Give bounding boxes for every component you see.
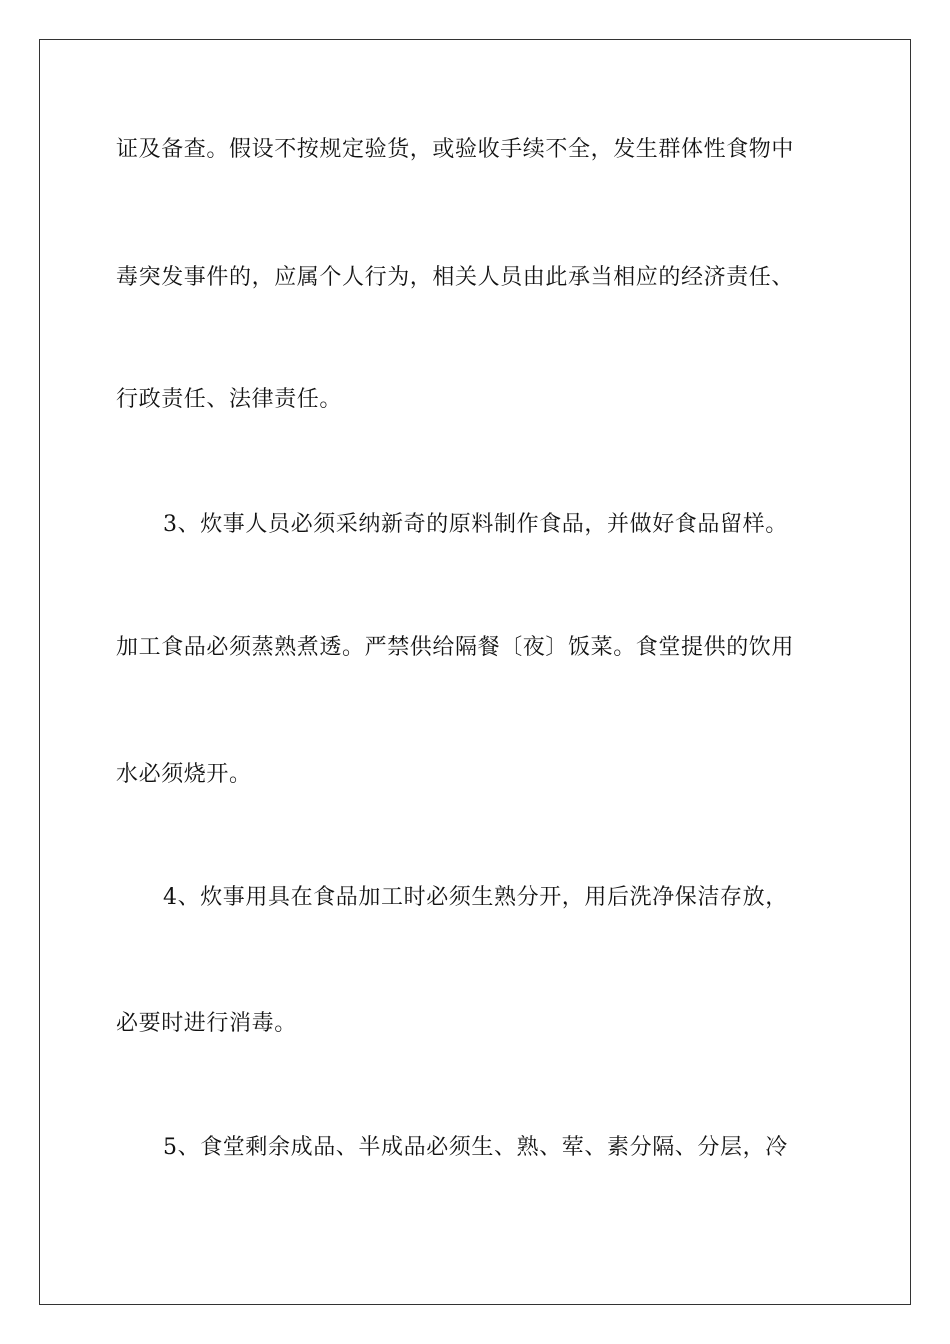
text-line-5: 加工食品必须蒸熟煮透。严禁供给隔餐〔夜〕饭菜。食堂提供的饮用: [116, 635, 795, 660]
text-line-1: 证及备查。假设不按规定验货，或验收手续不全，发生群体性食物中: [116, 137, 795, 162]
text-line-8: 必要时进行消毒。: [116, 1011, 297, 1036]
text-line-3: 行政责任、法律责任。: [116, 387, 343, 412]
page-frame: [39, 39, 911, 1305]
text-line-2: 毒突发事件的，应属个人行为，相关人员由此承当相应的经济责任、: [116, 265, 795, 290]
text-line-7: 4、炊事用具在食品加工时必须生熟分开，用后洗净保洁存放，: [163, 885, 788, 910]
text-line-4: 3、炊事人员必须采纳新奇的原料制作食品，并做好食品留样。: [163, 512, 788, 537]
text-line-9: 5、食堂剩余成品、半成品必须生、熟、荤、素分隔、分层，冷: [163, 1135, 788, 1160]
text-line-6: 水必须烧开。: [116, 762, 252, 787]
